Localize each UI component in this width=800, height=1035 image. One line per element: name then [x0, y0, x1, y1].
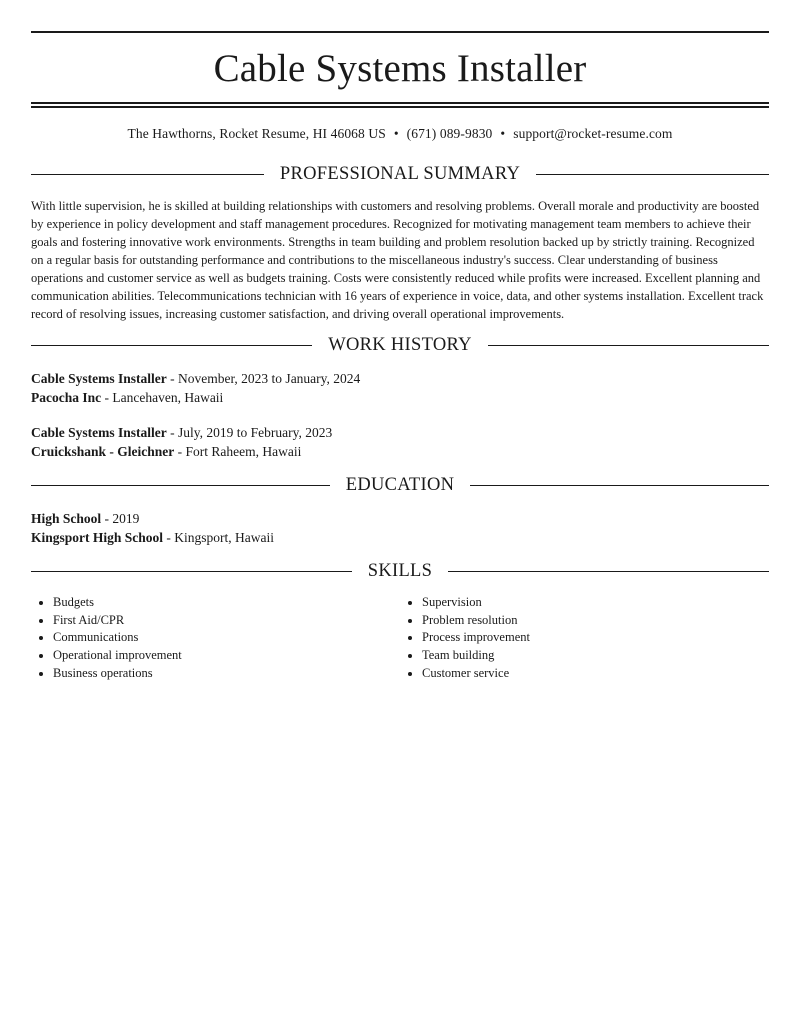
skill-item: • Business operations — [53, 665, 400, 683]
skill-item: • Communications — [53, 629, 400, 647]
job-entry — [31, 370, 769, 407]
summary-text: With little supervision, he is skilled at building relationships with customers and resolving problems. Overall morale and productivity are boosted by experience in policy development and staff management procedures. Recognized for motivating management team members to achieve their goals and fostering innovative work environments. Strengths in team building and problem resolution backed up by strictly training. Recognized on a regular basis for outstanding performance and contributions to the miscellaneous industry's success. Clear understanding of business operations and customer service as well as budgets training. Costs were consistently reduced while profits were increased. Excellent planning and communication abilities. Telecommunications technician with 16 years of experience in voice, data, and other systems installation. Excellent track record of resolving issues, increasing customer satisfaction, and driving overall operational improvements. — [31, 199, 764, 321]
job-title-line — [31, 370, 769, 389]
skills-list-left — [31, 594, 400, 683]
top-rule — [31, 31, 769, 33]
resume-page — [31, 0, 769, 683]
job-dates: - November, 2023 to January, 2024 — [166, 371, 361, 386]
job-dates: - July, 2019 to February, 2023 — [166, 425, 333, 440]
title-rule-2 — [31, 106, 769, 108]
skills-heading — [31, 561, 769, 582]
skill-item: • Supervision — [422, 594, 769, 612]
job-company: Pacocha Inc — [31, 389, 102, 405]
summary-heading — [31, 164, 769, 185]
education-degree: High School — [31, 511, 102, 526]
education-heading — [31, 475, 769, 496]
job-location: - Fort Raheem, Hawaii — [174, 443, 302, 459]
job-company-line — [31, 389, 769, 408]
skill-item: • Problem resolution — [422, 612, 769, 630]
job-company: Cruickshank - Gleichner — [31, 443, 175, 459]
skills-list-right — [400, 594, 769, 683]
job-title: Cable Systems Installer — [31, 425, 167, 440]
skills-grid — [31, 594, 769, 683]
education-entry — [31, 510, 769, 547]
contact-address: The Hawthorns, Rocket Resume, HI 46068 US — [127, 126, 386, 141]
contact-email: support@rocket-resume.com — [513, 126, 673, 141]
contact-phone: (671) 089-9830 — [406, 126, 493, 141]
heading-rule-right — [488, 345, 769, 346]
summary-heading-label: PROFESSIONAL SUMMARY — [279, 164, 521, 184]
heading-rule-right — [470, 485, 769, 486]
skill-item: • Team building — [422, 647, 769, 665]
education-school-line — [31, 529, 769, 548]
skills-column-right — [400, 594, 769, 683]
skills-heading-label: SKILLS — [367, 561, 433, 581]
contact-separator: • — [500, 126, 506, 141]
skill-item: • First Aid/CPR — [53, 612, 400, 630]
work-heading-label: WORK HISTORY — [328, 335, 472, 355]
skill-item: • Customer service — [422, 665, 769, 683]
skill-item: • Operational improvement — [53, 647, 400, 665]
heading-rule-left — [31, 571, 352, 572]
job-company-line — [31, 443, 769, 462]
skill-item: • Budgets — [53, 594, 400, 612]
heading-rule-right — [536, 174, 769, 175]
skill-item: • Process improvement — [422, 629, 769, 647]
heading-rule-right — [448, 571, 769, 572]
resume-title: Cable Systems Installer — [213, 47, 587, 90]
heading-rule-left — [31, 174, 264, 175]
contact-separator: • — [393, 126, 399, 141]
job-entry — [31, 424, 769, 461]
title-rule-1 — [31, 102, 769, 104]
work-heading — [31, 335, 769, 356]
education-year: - 2019 — [101, 511, 140, 526]
job-title: Cable Systems Installer — [31, 371, 167, 386]
heading-rule-left — [31, 345, 312, 346]
skills-column-left — [31, 594, 400, 683]
education-school: Kingsport High School — [31, 529, 164, 545]
education-heading-label: EDUCATION — [345, 475, 455, 495]
heading-rule-left — [31, 485, 330, 486]
education-degree-line — [31, 510, 769, 529]
education-location: - Kingsport, Hawaii — [163, 529, 275, 545]
contact-line — [31, 126, 769, 142]
job-title-line — [31, 424, 769, 443]
job-location: - Lancehaven, Hawaii — [101, 389, 224, 405]
